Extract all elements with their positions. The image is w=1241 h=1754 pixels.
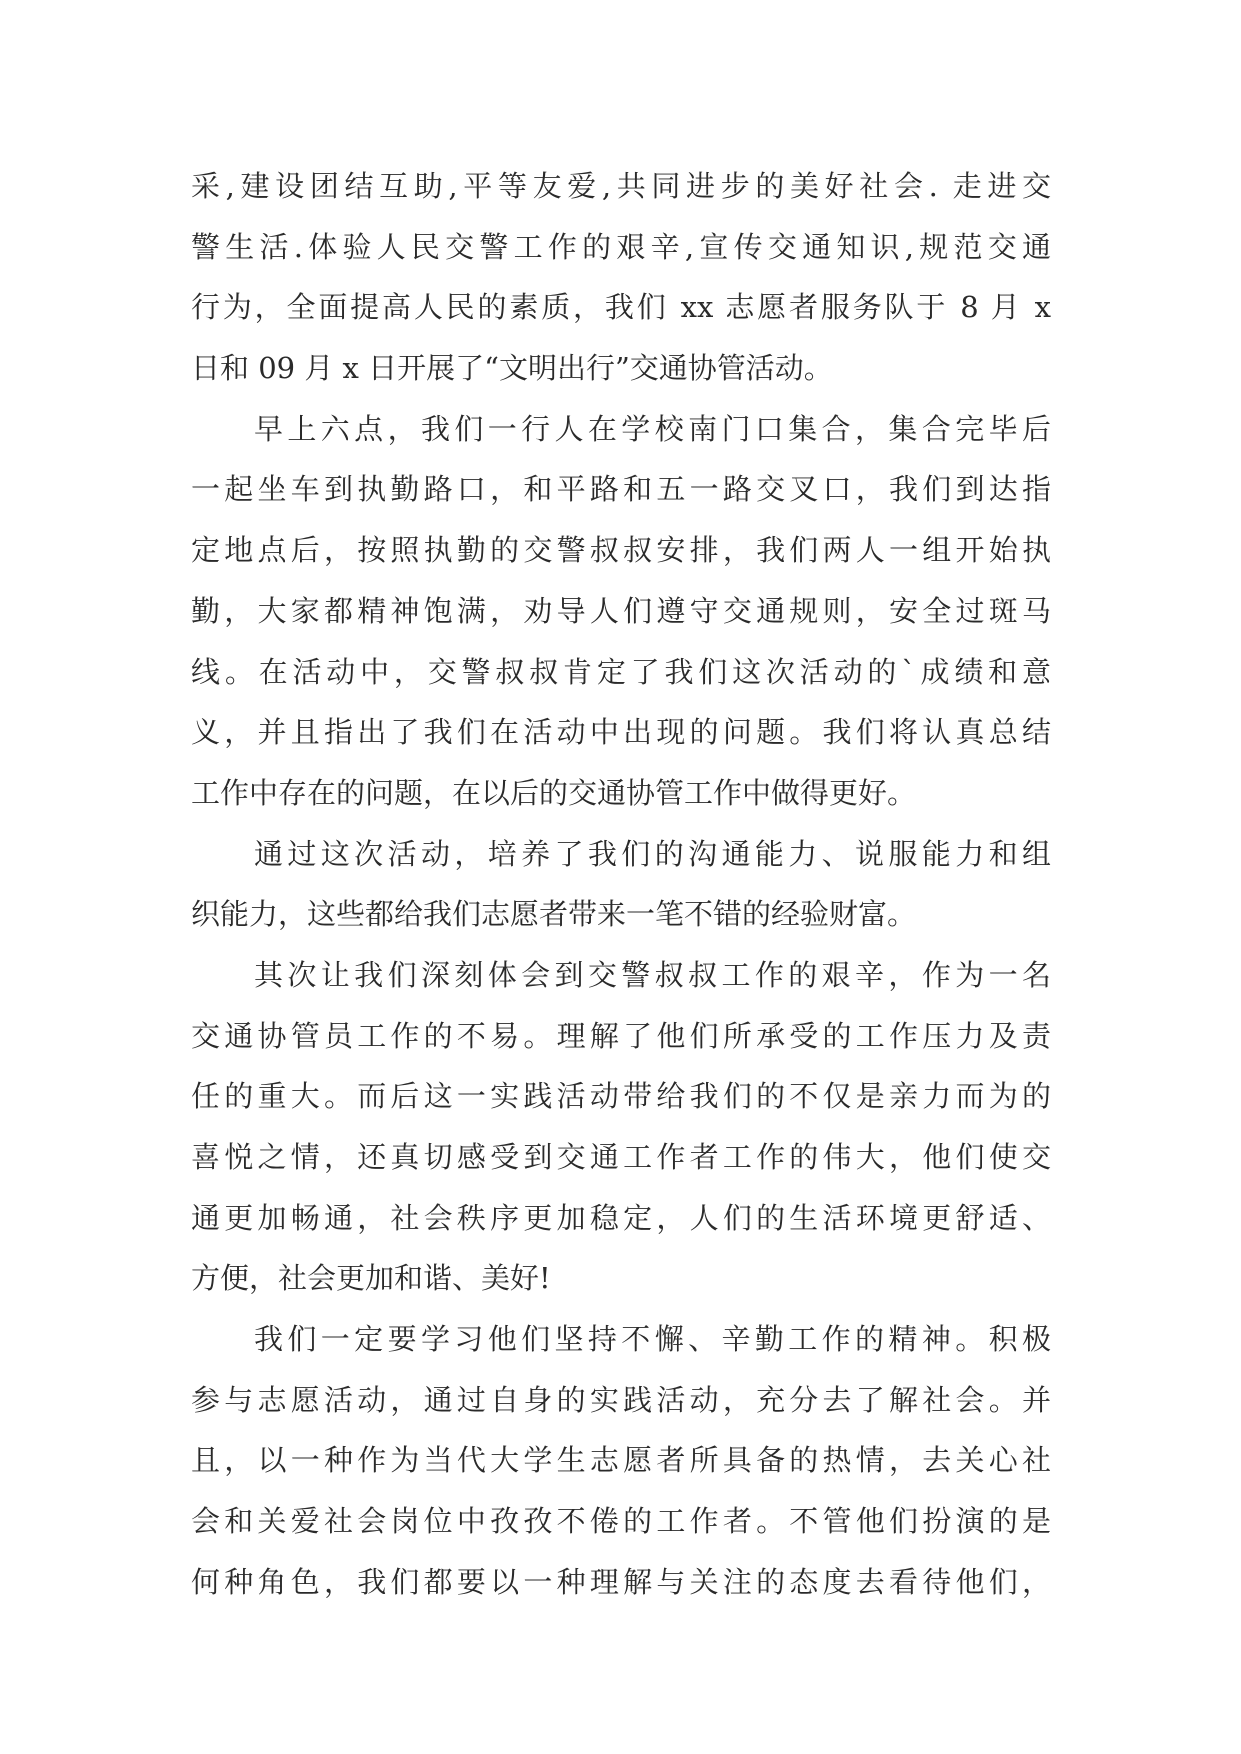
- text-line: 定地点后，按照执勤的交警叔叔安排，我们两人一组开始执: [191, 533, 1051, 568]
- text-line: 其次让我们深刻体会到交警叔叔工作的艰辛，作为一名: [254, 957, 1051, 992]
- text-line: 任的重大。而后这一实践活动带给我们的不仅是亲力而为的: [191, 1079, 1051, 1114]
- text-line: 日和 09 月 x 日开展了“文明出行”交通协管活动。: [191, 351, 833, 386]
- text-line: 警生活.体验人民交警工作的艰辛,宣传交通知识,规范交通: [191, 229, 1051, 264]
- text-line: 行为，全面提高人民的素质，我们 xx 志愿者服务队于 8 月 x: [191, 290, 1051, 325]
- text-line: 会和关爱社会岗位中孜孜不倦的工作者。不管他们扮演的是: [191, 1504, 1051, 1539]
- text-line: 通更加畅通，社会秩序更加稳定，人们的生活环境更舒适、: [191, 1200, 1051, 1235]
- text-line: 何种角色，我们都要以一种理解与关注的态度去看待他们，: [191, 1564, 1051, 1599]
- text-line: 早上六点，我们一行人在学校南门口集合，集合完毕后: [254, 411, 1051, 446]
- text-line: 义，并且指出了我们在活动中出现的问题。我们将认真总结: [191, 715, 1051, 750]
- text-line: 织能力，这些都给我们志愿者带来一笔不错的经验财富。: [191, 897, 917, 932]
- text-line: 勤，大家都精神饱满，劝导人们遵守交通规则，安全过斑马: [191, 593, 1051, 628]
- text-line: 且，以一种作为当代大学生志愿者所具备的热情，去关心社: [191, 1443, 1051, 1478]
- body-text: [191, 156, 1051, 1613]
- text-line: 我们一定要学习他们坚持不懈、辛勤工作的精神。积极: [254, 1322, 1051, 1357]
- text-line: 采,建设团结互助,平等友爱,共同进步的美好社会. 走进交: [191, 169, 1051, 203]
- text-line: 参与志愿活动，通过自身的实践活动，充分去了解社会。并: [191, 1382, 1051, 1417]
- text-line: 工作中存在的问题，在以后的交通协管工作中做得更好。: [191, 775, 917, 810]
- text-line: 方便，社会更加和谐、美好!: [191, 1261, 551, 1296]
- text-line: 喜悦之情，还真切感受到交通工作者工作的伟大，他们使交: [191, 1140, 1051, 1174]
- text-line: 通过这次活动，培养了我们的沟通能力、说服能力和组: [254, 836, 1051, 871]
- text-line: 线。在活动中，交警叔叔肯定了我们这次活动的`成绩和意: [191, 654, 1051, 689]
- text-line: 一起坐车到执勤路口，和平路和五一路交叉口，我们到达指: [191, 472, 1051, 507]
- text-line: 交通协管员工作的不易。理解了他们所承受的工作压力及责: [191, 1018, 1051, 1053]
